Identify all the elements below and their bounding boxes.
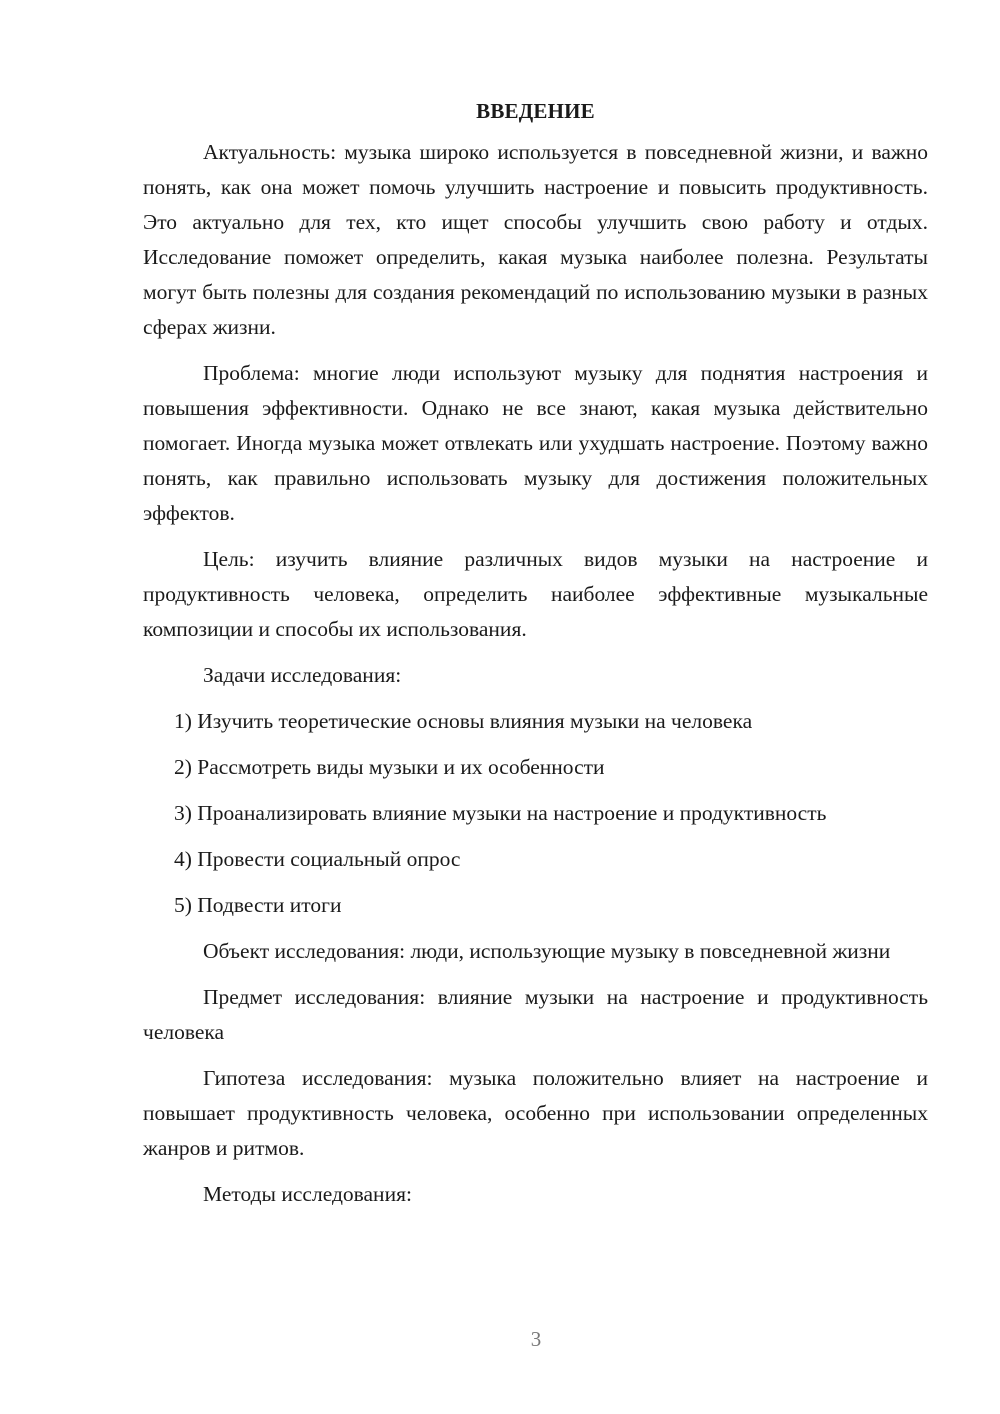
section-title: ВВЕДЕНИЕ [476, 99, 595, 123]
tasks-heading: Задачи исследования: [203, 663, 402, 687]
hypothesis-paragraph: Гипотеза исследования: музыка положительно влияет на настроение и повышает продуктивность человека, особенно при использовании определенных жанров и ритмов. [143, 1066, 928, 1160]
list-item: 3) Проанализировать влияние музыки на настроение и продуктивность [174, 801, 827, 825]
object-paragraph: Объект исследования: люди, использующие музыку в повседневной жизни [203, 939, 891, 963]
problem-paragraph: Проблема: многие люди используют музыку для поднятия настроения и повышения эффективности. Однако не все знают, какая музыка действительно помогает. Иногда музыка может отвлекать или ухудшать настроение. Поэтому важно понять, как правильно использовать музыку для достижения положительных эффектов. [143, 361, 928, 525]
document-body [143, 94, 928, 1223]
list-item: 2) Рассмотреть виды музыки и их особенности [174, 755, 605, 779]
methods-heading: Методы исследования: [203, 1182, 412, 1206]
list-item: 5) Подвести итоги [174, 893, 342, 917]
goal-paragraph: Цель: изучить влияние различных видов музыки на настроение и продуктивность человека, определить наиболее эффективные музыкальные композиции и способы их использования. [143, 547, 928, 641]
list-item: 1) Изучить теоретические основы влияния музыки на человека [174, 709, 753, 733]
page-number: 3 [530, 1327, 542, 1351]
relevance-paragraph: Актуальность: музыка широко используется в повседневной жизни, и важно понять, как она может помочь улучшить настроение и повысить продуктивность. Это актуально для тех, кто ищет способы улучшить свою работу и отдых. Исследование поможет определить, какая музыка наиболее полезна. Результаты могут быть полезны для создания рекомендаций по использованию музыки в разных сферах жизни. [143, 140, 928, 339]
tasks-list [143, 704, 928, 923]
list-item: 4) Провести социальный опрос [174, 847, 461, 871]
subject-paragraph: Предмет исследования: влияние музыки на настроение и продуктивность человека [143, 985, 928, 1044]
